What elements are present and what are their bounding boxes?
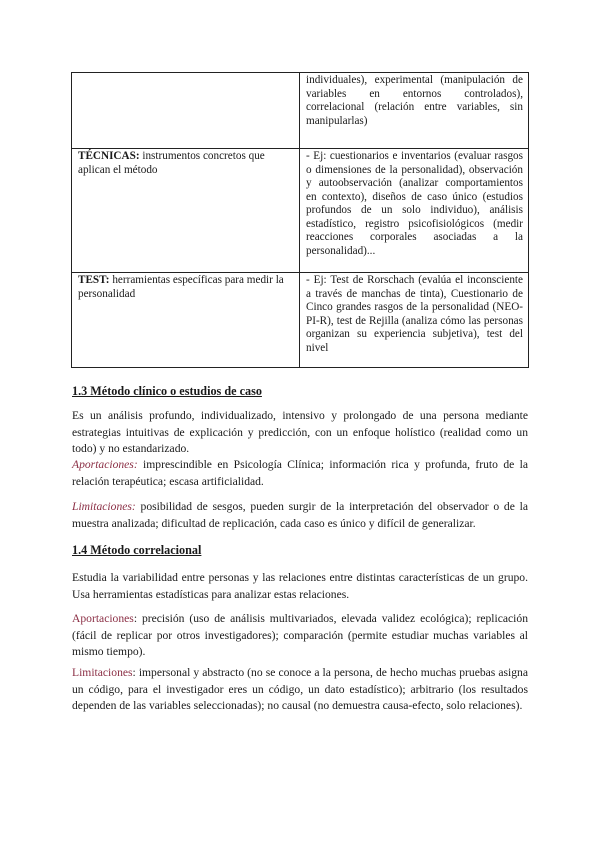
paragraph-aportaciones xyxy=(72,611,528,661)
section-heading: 1.4 Método correlacional xyxy=(72,543,202,557)
term-definition: instrumentos concretos que aplican el método xyxy=(78,150,265,176)
methods-table xyxy=(71,72,529,368)
limitaciones-text: : impersonal y abstracto (no se conoce a la persona, de hecho muchas pruebas asigna un código, para el investigador eres un código, un dato estadístico); arbitrario (los resultados dependen de las variables seleccionadas); no causal (no demuestra causa-efecto, solo relaciones). xyxy=(72,666,528,712)
table-cell-left xyxy=(72,73,300,149)
paragraph-limitaciones xyxy=(72,665,528,715)
section-heading: 1.3 Método clínico o estudios de caso xyxy=(72,384,262,398)
table-cell-left xyxy=(72,273,300,368)
paragraph: Estudia la variabilidad entre personas y las relaciones entre distintas características de un grupo. Usa herramientas estadísticas para analizar estas relaciones. xyxy=(72,571,528,601)
term-label: TEST: xyxy=(78,274,110,286)
aportaciones-label: Aportaciones: xyxy=(72,458,138,471)
table-cell-right xyxy=(300,273,529,368)
paragraph: Es un análisis profundo, individualizado, intensivo y prolongado de una persona mediante estrategias intuitivas de explicación y predicción, con un enfoque holístico (realidad como un todo) y no estandarizado. xyxy=(72,409,528,455)
cell-text: - Ej: cuestionarios e inventarios (evaluar rasgos o dimensiones de la personalidad), observación y autoobservación (analizar comportamientos en contexto), diseños de caso único (estudios profundos de un solo individuo), análisis estadístico, registro psicofisiológicos (medir reacciones corporales asociadas a la personalidad)... xyxy=(306,150,523,257)
limitaciones-text: posibilidad de sesgos, pueden surgir de la interpretación del observador o de la muestra analizada; dificultad de replicación, cada caso es único y difícil de generalizar. xyxy=(72,500,528,530)
limitaciones-label: Limitaciones xyxy=(72,666,133,679)
term-definition: herramientas específicas para medir la personalidad xyxy=(78,274,284,300)
aportaciones-label: Aportaciones xyxy=(72,612,134,625)
table-row xyxy=(72,73,529,149)
limitaciones-label: Limitaciones: xyxy=(72,500,136,513)
paragraph-aportaciones xyxy=(72,457,528,490)
table-row xyxy=(72,273,529,368)
table-cell-right xyxy=(300,149,529,273)
table-cell-left xyxy=(72,149,300,273)
table-row xyxy=(72,149,529,273)
term-label: TÉCNICAS: xyxy=(78,150,140,162)
aportaciones-text: : precisión (uso de análisis multivariados, elevada validez ecológica); replicación (fácil de replicar por otros investigadores); comparación (permite estudiar muchas variables al mismo tiempo). xyxy=(72,612,528,658)
paragraph-limitaciones xyxy=(72,499,528,532)
cell-text: individuales), experimental (manipulación de variables en entornos controlados), correlacional (relación entre variables, sin manipularlas) xyxy=(306,74,523,127)
table-cell-right xyxy=(300,73,529,149)
aportaciones-text: imprescindible en Psicología Clínica; información rica y profunda, fruto de la relación terapéutica; escasa artificialidad. xyxy=(72,458,528,488)
cell-text: - Ej: Test de Rorschach (evalúa el inconsciente a través de manchas de tinta), Cuestionario de Cinco grandes rasgos de la personalidad (NEO-PI-R), test de Rejilla (analiza cómo las personas organizan su experiencia subjetiva), test del nivel xyxy=(306,274,523,354)
